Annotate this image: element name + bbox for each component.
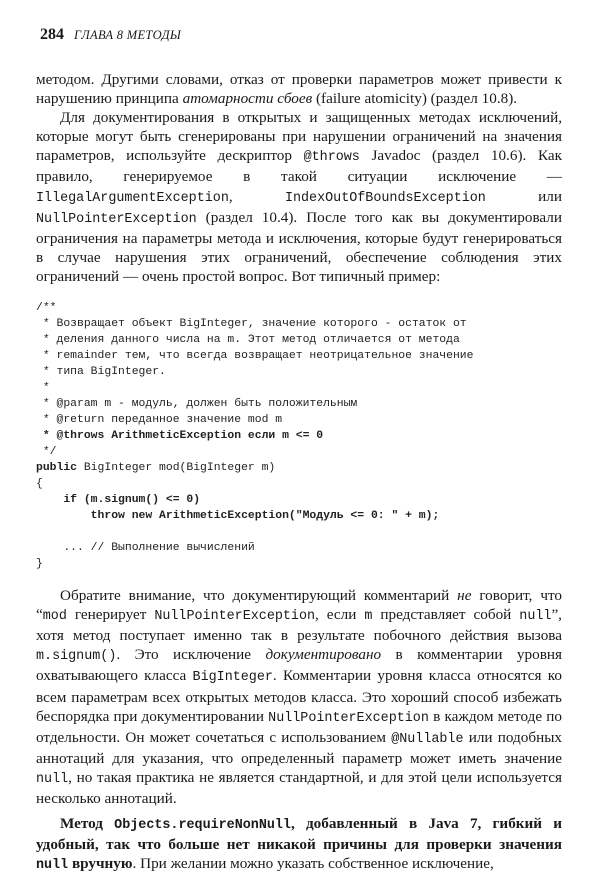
paragraph-2: Для документирования в открытых и защищенных методах исключений, которые могут быть сгенерированы при нарушении ограничений на значения параметров, используйте дескриптор @throws Javadoc (раздел 10.6). Как правило, генерируемое в такой ситуации исключение — IllegalArgumentException, IndexOutOfBoundsException или NullPointerException (раздел 10.4). После того как вы документировали ограничения на параметры метода и исключения, которые будут генерироваться в случае нарушения этих ограничений, обеспечение соблюдения этих ограничений — очень простой вопрос. Вот типичный пример: [36, 109, 562, 285]
paragraph-4: Метод Objects.requireNonNull, добавленный в Java 7, гибкий и удобный, так что больше нет никакой причины для проверки значения null вручную. При желании можно указать собственное исключение, [36, 815, 562, 874]
page-body [36, 70, 562, 875]
page-number: 284 [40, 26, 64, 43]
paragraph-3: Обратите внимание, что документирующий комментарий не говорит, что “mod генерирует NullPointerException, если m представляет собой null”, хотя метод поступает именно так в результате побочного действия вызова m.signum(). Это исключение документировано в комментарии уровня охватывающего класса BigInteger. Комментарии уровня класса относятся ко всем параметрам всех открытых методов класса. Это хороший способ избежать беспорядка при документировании NullPointerException в каждом методе по отдельности. Он может сочетаться с использованием @Nullable или подобных аннотаций для указания, что определенный параметр может иметь значение null, но такая практика не является стандартной, и для этой цели используется несколько аннотаций. [36, 587, 563, 807]
paragraph-1: методом. Другими словами, отказ от проверки параметров может привести к нарушению принципа атомарности сбоев (failure atomicity) (раздел 10.8). [36, 71, 562, 108]
chapter-title: ГЛАВА 8 МЕТОДЫ [74, 28, 182, 42]
page-header [40, 26, 181, 44]
code-listing: /** * Возвращает объект BigInteger, значение которого - остаток от * деления данного числа на m. Этот метод отличается от метода * remainder тем, что всегда возвращает неотрицательное значение * типа BigInteger. * * @param m - модуль, должен быть положительным * @return переданное значение mod m * @throws ArithmeticException если m <= 0 */ public BigInteger mod(BigInteger m) { if (m.signum() <= 0) throw new ArithmeticException("Модуль <= 0: " + m); ... // Выполнение вычислений } [36, 302, 474, 571]
